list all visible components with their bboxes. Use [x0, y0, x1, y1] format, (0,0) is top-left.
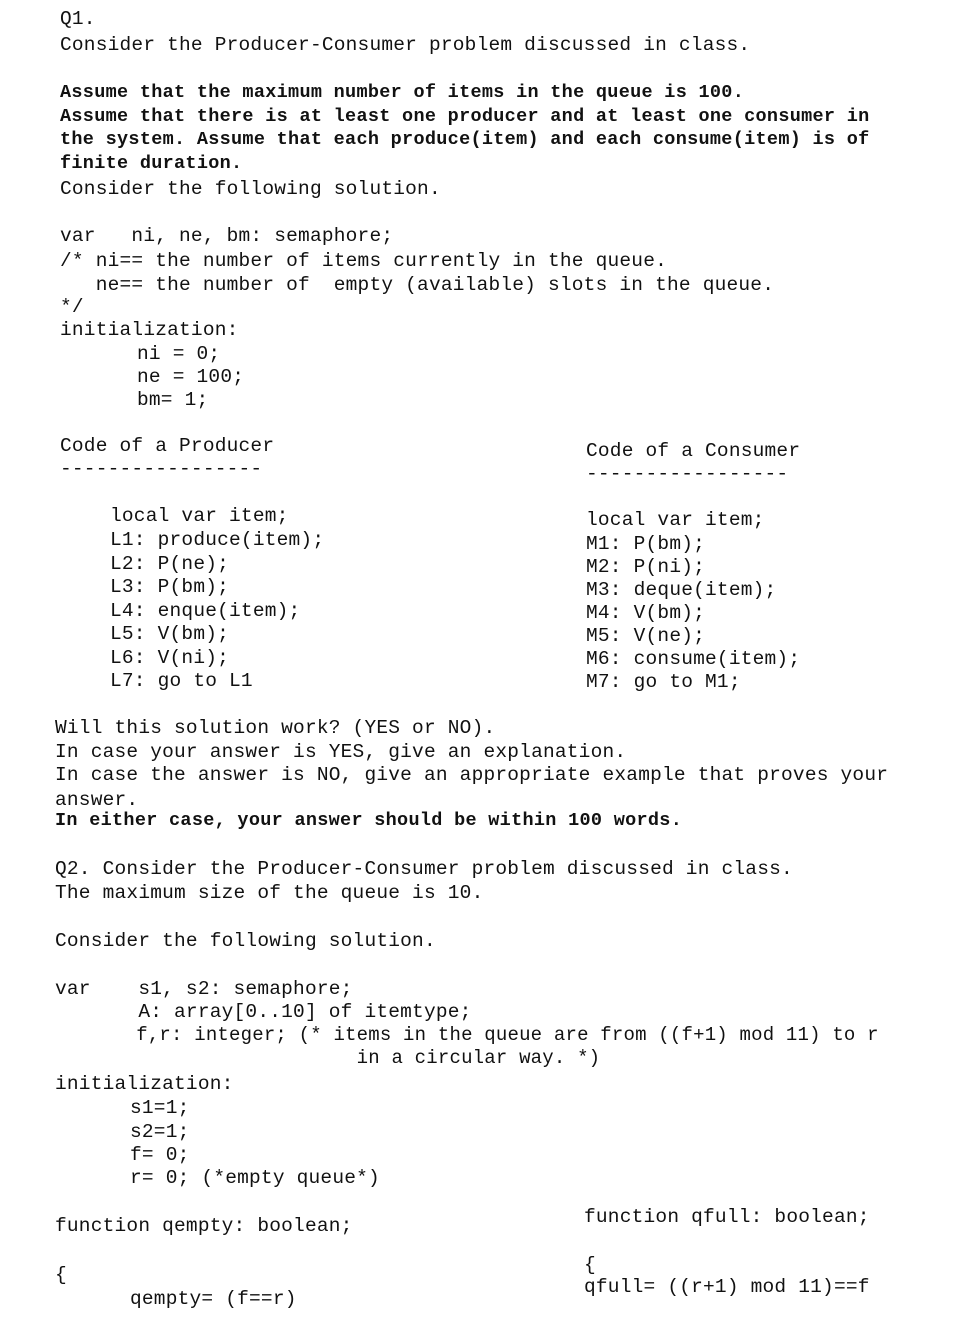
- q1-init-ne: ne = 100;: [137, 366, 245, 388]
- qempty-body: qempty= (f==r): [130, 1288, 297, 1310]
- consumer-line-m6: M6: consume(item);: [586, 648, 801, 670]
- consumer-line-m2: M2: P(ni);: [586, 556, 706, 578]
- producer-rule: -----------------: [60, 458, 263, 480]
- q2-var-line-4: in a circular way. *): [55, 1047, 601, 1069]
- q1-solution-intro: Consider the following solution.: [60, 178, 441, 200]
- q1-intro: Consider the Producer-Consumer problem discussed in class.: [60, 34, 751, 56]
- producer-title: Code of a Producer: [60, 435, 275, 457]
- q1-assumption-3: the system. Assume that each produce(item) and each consume(item) is of: [60, 129, 870, 150]
- q2-init-f: f= 0;: [130, 1144, 190, 1166]
- consumer-line-m4: M4: V(bm);: [586, 602, 706, 624]
- q1-assumption-4: finite duration.: [60, 153, 243, 174]
- q2-initialization-label: initialization:: [55, 1073, 234, 1095]
- producer-line-l7: L7: go to L1: [110, 670, 253, 692]
- q1-comment-line-3: */: [60, 296, 84, 318]
- q2-init-s2: s2=1;: [130, 1121, 190, 1143]
- q1-comment-line-1: /* ni== the number of items currently in the queue.: [60, 250, 667, 272]
- consumer-line-m1: M1: P(bm);: [586, 533, 706, 555]
- q2-header: Q2. Consider the Producer-Consumer problem discussed in class.: [55, 858, 793, 880]
- q1-word-limit: In either case, your answer should be within 100 words.: [55, 810, 683, 831]
- producer-line-l6: L6: V(ni);: [110, 647, 230, 669]
- q1-var-declaration: var ni, ne, bm: semaphore;: [60, 225, 394, 247]
- q1-question-line-2: In case your answer is YES, give an explanation.: [55, 741, 627, 763]
- q2-var-line-3: f,r: integer; (* items in the queue are from ((f+1) mod 11) to r: [55, 1024, 879, 1046]
- producer-line-l4: L4: enque(item);: [110, 600, 301, 622]
- q1-question-line-3: In case the answer is NO, give an appropriate example that proves your: [55, 764, 889, 786]
- q2-max-size: The maximum size of the queue is 10.: [55, 882, 484, 904]
- q2-var-line-2: A: array[0..10] of itemtype;: [55, 1001, 472, 1023]
- qfull-open-brace: {: [584, 1254, 596, 1276]
- qfull-body: qfull= ((r+1) mod 11)==f: [584, 1276, 870, 1298]
- consumer-line-m5: M5: V(ne);: [586, 625, 706, 647]
- q1-assumption-2: Assume that there is at least one producer and at least one consumer in: [60, 106, 870, 127]
- q1-assumption-1: Assume that the maximum number of items in the queue is 100.: [60, 82, 745, 103]
- producer-line-l1: L1: produce(item);: [110, 529, 325, 551]
- q1-init-bm: bm= 1;: [137, 389, 209, 411]
- consumer-line-local-var: local var item;: [586, 509, 765, 531]
- producer-line-l3: L3: P(bm);: [110, 576, 230, 598]
- q1-init-ni: ni = 0;: [137, 343, 221, 365]
- consumer-line-m7: M7: go to M1;: [586, 671, 741, 693]
- producer-line-local-var: local var item;: [110, 505, 289, 527]
- q1-number: Q1.: [60, 8, 96, 30]
- q2-var-line-1: var s1, s2: semaphore;: [55, 978, 353, 1000]
- producer-line-l2: L2: P(ne);: [110, 553, 230, 575]
- q1-question-line-1: Will this solution work? (YES or NO).: [55, 717, 496, 739]
- qempty-signature: function qempty: boolean;: [55, 1215, 353, 1237]
- consumer-rule: -----------------: [586, 463, 789, 485]
- consumer-line-m3: M3: deque(item);: [586, 579, 777, 601]
- q2-init-r: r= 0; (*empty queue*): [130, 1167, 380, 1189]
- q1-question-line-4: answer.: [55, 789, 139, 811]
- consumer-title: Code of a Consumer: [586, 440, 801, 462]
- q1-initialization-label: initialization:: [60, 319, 239, 341]
- q2-solution-intro: Consider the following solution.: [55, 930, 436, 952]
- qfull-signature: function qfull: boolean;: [584, 1206, 870, 1228]
- qempty-open-brace: {: [55, 1264, 67, 1286]
- q2-init-s1: s1=1;: [130, 1097, 190, 1119]
- q1-comment-line-2: ne== the number of empty (available) slots in the queue.: [60, 274, 775, 296]
- producer-line-l5: L5: V(bm);: [110, 623, 230, 645]
